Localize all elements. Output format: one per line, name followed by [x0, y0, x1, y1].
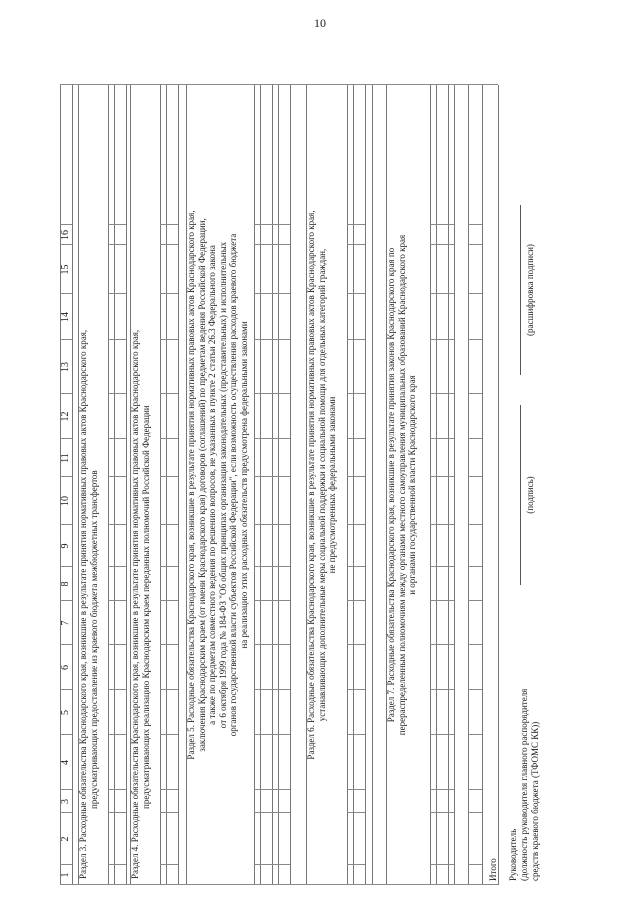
cell-rule	[166, 476, 178, 477]
cell-rule	[260, 689, 272, 690]
cell-rule	[114, 339, 126, 340]
section-6-row	[306, 85, 338, 885]
cell-rule	[448, 734, 454, 735]
table-rule	[430, 85, 431, 885]
signature-caption: (подпись)	[525, 476, 535, 514]
cell-rule	[166, 293, 178, 294]
cell-rule	[468, 339, 482, 340]
cell-rule	[448, 244, 454, 245]
cell-rule	[448, 293, 454, 294]
signature-block	[508, 45, 608, 885]
cell-rule	[353, 864, 365, 865]
table-rule	[254, 85, 255, 885]
section-text-line: от 6 октября 1999 года № 184-ФЗ "Об общих принципах организации законодательных (представительных) и исполнительных	[217, 241, 228, 729]
column-rule	[60, 884, 498, 885]
cell-rule	[353, 244, 365, 245]
cell-rule	[260, 524, 272, 525]
section-title: Раздел 3. Расходные обязательства Краснодарского края, возникшие в результате принятия нормативных правовых актов Краснодарского края,	[78, 329, 88, 879]
cell-rule	[114, 566, 126, 567]
table-rule	[166, 85, 167, 885]
cell-rule	[353, 438, 365, 439]
cell-rule	[260, 339, 272, 340]
cell-rule	[114, 600, 126, 601]
cell-rule	[114, 438, 126, 439]
cell-rule	[468, 734, 482, 735]
cell-rule	[166, 864, 178, 865]
cell-rule	[166, 524, 178, 525]
cell-rule	[448, 438, 454, 439]
section-text-line: не предусмотренных федеральными законами	[327, 396, 338, 574]
cell-rule	[278, 438, 290, 439]
column-number-3: 3	[60, 799, 71, 804]
cell-rule	[278, 689, 290, 690]
section-4-row	[130, 85, 151, 885]
cell-rule	[278, 644, 290, 645]
cell-rule	[278, 864, 290, 865]
cell-rule	[260, 224, 272, 225]
cell-rule	[436, 789, 448, 790]
cell-rule	[436, 293, 448, 294]
cell-rule	[353, 600, 365, 601]
signature-role-detail: (должность руководителя главного распорядителя	[519, 688, 529, 881]
cell-rule	[353, 812, 365, 813]
cell-rule	[166, 244, 178, 245]
name-line	[520, 205, 521, 375]
column-number-13: 13	[60, 362, 71, 372]
cell-rule	[436, 244, 448, 245]
cell-rule	[448, 393, 454, 394]
cell-rule	[468, 600, 482, 601]
signature-line	[520, 405, 521, 585]
cell-rule	[278, 600, 290, 601]
cell-rule	[260, 644, 272, 645]
section-text-line: и органами государственной власти Краснодарского края	[407, 375, 418, 595]
cell-rule	[468, 689, 482, 690]
cell-rule	[436, 566, 448, 567]
section-text-line: перераспределенным полномочиям между органами местного самоуправления муниципальных образований Краснодарского края	[396, 234, 407, 736]
cell-rule	[448, 689, 454, 690]
cell-rule	[278, 734, 290, 735]
cell-rule	[260, 393, 272, 394]
column-number-14: 14	[60, 312, 71, 322]
cell-rule	[114, 864, 126, 865]
table-rule	[353, 85, 354, 885]
column-number-15: 15	[60, 264, 71, 275]
section-7-row	[386, 85, 418, 885]
cell-rule	[114, 224, 126, 225]
cell-rule	[278, 566, 290, 567]
cell-rule	[353, 734, 365, 735]
table-rule	[114, 85, 115, 885]
cell-rule	[114, 644, 126, 645]
cell-rule	[436, 644, 448, 645]
cell-rule	[436, 393, 448, 394]
cell-rule	[353, 476, 365, 477]
cell-rule	[468, 476, 482, 477]
cell-rule	[166, 812, 178, 813]
cell-rule	[166, 393, 178, 394]
cell-rule	[468, 864, 482, 865]
section-title: Раздел 6. Расходные обязательства Краснодарского края, возникшие в результате принятия нормативных правовых актов Краснодарского края,	[306, 210, 316, 760]
table-rule	[347, 85, 348, 885]
cell-rule	[468, 644, 482, 645]
section-text-line: предусматривающих реализацию Краснодарским краем переданных полномочий Российской Федерации	[140, 405, 151, 809]
cell-rule	[353, 524, 365, 525]
table-rule	[160, 85, 161, 885]
cell-rule	[278, 339, 290, 340]
column-number-5: 5	[60, 710, 71, 715]
column-number-11: 11	[60, 453, 71, 463]
cell-rule	[448, 789, 454, 790]
column-rule	[60, 84, 498, 85]
table-rule	[482, 85, 483, 885]
section-text-line: предусматривающих предоставление из краевого бюджета межбюджетных трансфертов	[88, 470, 99, 809]
table-rule	[454, 85, 455, 885]
cell-rule	[436, 600, 448, 601]
cell-rule	[436, 476, 448, 477]
cell-rule	[436, 224, 448, 225]
cell-rule	[260, 812, 272, 813]
section-text-line: заключения Краснодарским краем (от имени Краснодарского края) договоров (соглашений) по предметам ведения Российской Федерации,	[196, 218, 207, 752]
table-rule	[436, 85, 437, 885]
cell-rule	[448, 476, 454, 477]
cell-rule	[353, 339, 365, 340]
cell-rule	[278, 293, 290, 294]
column-number-2: 2	[60, 836, 71, 842]
table-rule	[448, 85, 449, 885]
cell-rule	[166, 600, 178, 601]
cell-rule	[436, 734, 448, 735]
cell-rule	[278, 244, 290, 245]
name-caption: (расшифровка подписи)	[525, 244, 535, 336]
table-rule	[365, 85, 366, 885]
section-text-line: на реализацию этих расходных обязательств предусмотрена федеральными законами	[238, 321, 249, 649]
cell-rule	[468, 244, 482, 245]
cell-rule	[166, 644, 178, 645]
column-number-1: 1	[60, 872, 71, 878]
section-text-line: органов государственной власти субъектов Российской Федерации", если возможность осуществления расходов краевого бюджета	[228, 233, 239, 737]
cell-rule	[278, 476, 290, 477]
column-number-6: 6	[60, 665, 71, 670]
cell-rule	[468, 293, 482, 294]
column-number-9: 9	[60, 543, 71, 549]
cell-rule	[114, 476, 126, 477]
cell-rule	[353, 224, 365, 225]
cell-rule	[114, 293, 126, 294]
cell-rule	[260, 244, 272, 245]
cell-rule	[260, 293, 272, 294]
cell-rule	[353, 789, 365, 790]
cell-rule	[114, 812, 126, 813]
cell-rule	[436, 689, 448, 690]
cell-rule	[448, 224, 454, 225]
cell-rule	[166, 339, 178, 340]
cell-rule	[353, 689, 365, 690]
cell-rule	[448, 566, 454, 567]
cell-rule	[468, 566, 482, 567]
cell-rule	[166, 734, 178, 735]
cell-rule	[436, 438, 448, 439]
column-number-4: 4	[60, 760, 71, 765]
cell-rule	[166, 224, 178, 225]
cell-rule	[448, 864, 454, 865]
cell-rule	[114, 734, 126, 735]
expenditure-obligations-table	[60, 85, 500, 885]
cell-rule	[468, 438, 482, 439]
cell-rule	[436, 524, 448, 525]
column-number-7: 7	[60, 620, 71, 626]
cell-rule	[436, 339, 448, 340]
signature-role-detail: средств краевого бюджета (ТФОМС КК))	[530, 721, 540, 881]
page-number: 10	[314, 16, 326, 30]
cell-rule	[260, 476, 272, 477]
cell-rule	[436, 812, 448, 813]
cell-rule	[260, 734, 272, 735]
section-title: Раздел 4. Расходные обязательства Краснодарского края, возникшие в результате принятия нормативных правовых актов Краснодарского края,	[130, 329, 140, 879]
column-number-16: 16	[60, 230, 71, 240]
cell-rule	[468, 224, 482, 225]
cell-rule	[166, 789, 178, 790]
section-text-line: а также по предметам совместного ведения по решению вопросов, не указанных в пункте 2 статьи 26.3 Федерального закона	[207, 245, 218, 725]
cell-rule	[448, 812, 454, 813]
table-rule	[178, 85, 179, 885]
cell-rule	[114, 689, 126, 690]
cell-rule	[278, 524, 290, 525]
section-text-line: устанавливающих дополнительные меры социальной поддержки и социальной помощи для отдельных категорий граждан,	[316, 248, 327, 722]
cell-rule	[260, 864, 272, 865]
table-rule	[290, 85, 291, 885]
cell-rule	[353, 644, 365, 645]
table-rule	[260, 85, 261, 885]
section-3-row	[78, 85, 99, 885]
cell-rule	[278, 789, 290, 790]
table-rule	[372, 85, 373, 885]
cell-rule	[448, 339, 454, 340]
rotated-landscape-page	[60, 45, 620, 885]
table-rule	[498, 85, 499, 885]
signature-role: Руководитель	[508, 828, 518, 881]
cell-rule	[166, 689, 178, 690]
column-number-12: 12	[60, 411, 71, 422]
cell-rule	[448, 600, 454, 601]
cell-rule	[468, 393, 482, 394]
cell-rule	[260, 789, 272, 790]
cell-rule	[114, 789, 126, 790]
cell-rule	[448, 524, 454, 525]
total-label: Итого	[488, 858, 498, 881]
cell-rule	[166, 566, 178, 567]
cell-rule	[114, 524, 126, 525]
table-rule	[278, 85, 279, 885]
cell-rule	[114, 393, 126, 394]
cell-rule	[468, 524, 482, 525]
table-rule	[126, 85, 127, 885]
cell-rule	[278, 393, 290, 394]
section-5-row	[186, 85, 250, 885]
cell-rule	[468, 812, 482, 813]
column-number-8: 8	[60, 581, 71, 587]
cell-rule	[436, 864, 448, 865]
cell-rule	[353, 293, 365, 294]
section-title: Раздел 5. Расходные обязательства Краснодарского края, возникшие в результате принятия нормативных правовых актов Краснодарского края,	[186, 210, 196, 760]
column-number-10: 10	[60, 496, 71, 506]
table-rule	[108, 85, 109, 885]
cell-rule	[468, 789, 482, 790]
cell-rule	[353, 566, 365, 567]
cell-rule	[166, 438, 178, 439]
cell-rule	[353, 393, 365, 394]
table-rule	[272, 85, 273, 885]
cell-rule	[260, 438, 272, 439]
cell-rule	[114, 244, 126, 245]
table-rule	[468, 85, 469, 885]
cell-rule	[260, 566, 272, 567]
cell-rule	[278, 224, 290, 225]
table-rule	[72, 85, 73, 885]
cell-rule	[448, 644, 454, 645]
cell-rule	[260, 600, 272, 601]
section-title: Раздел 7. Расходные обязательства Краснодарского края, возникшие в результате принятия законов Краснодарского края по	[386, 247, 396, 723]
cell-rule	[278, 812, 290, 813]
